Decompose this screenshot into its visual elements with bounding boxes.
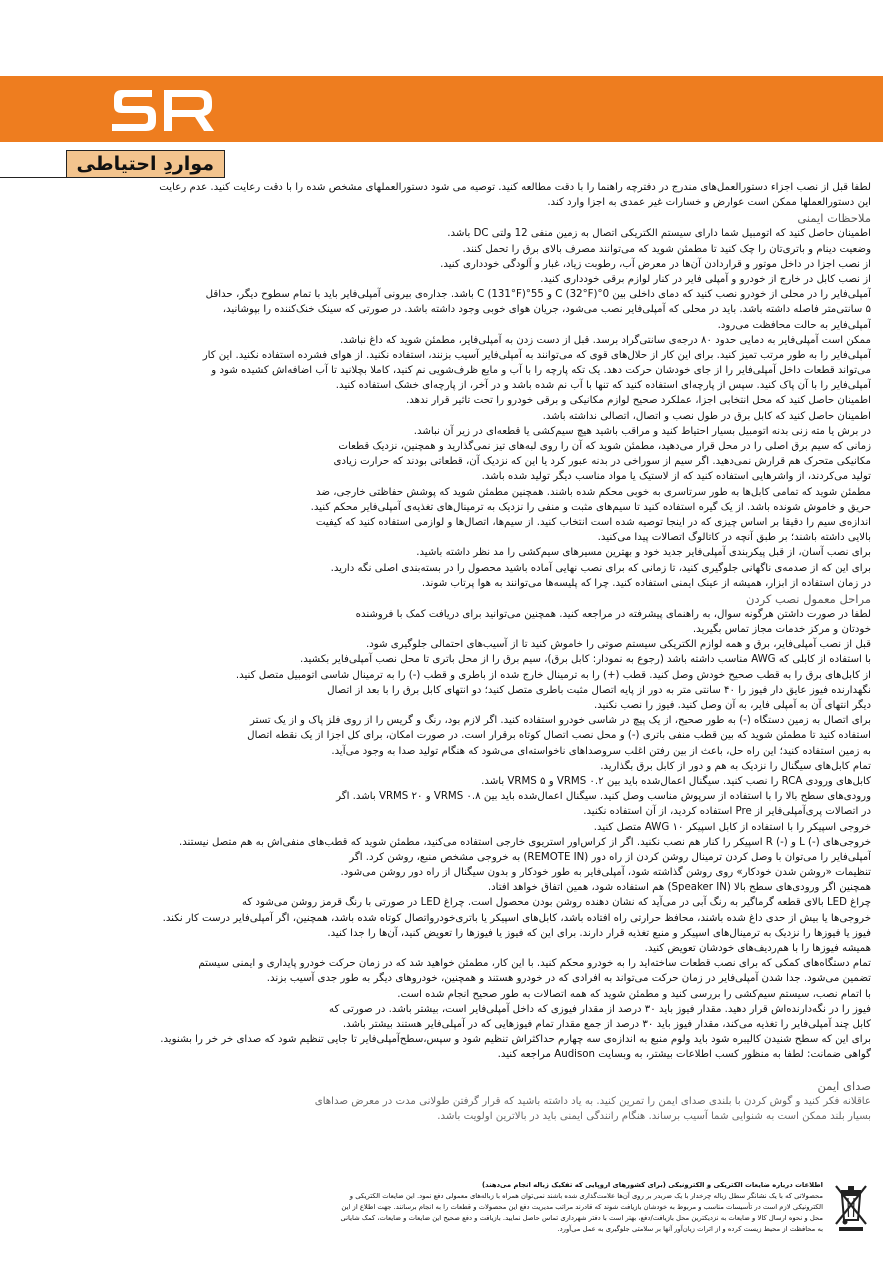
install-line: استفاده کنید تا مطمئن شوید که بین قطب منفی باتری (-) و محل نصب اتصال کوتاه برقرار است. در صورت امکان، برای کل اجزا از یک نقطه اتصال — [247, 730, 871, 742]
install-line — [12, 1063, 871, 1078]
weee-line: الکترونیکی لازم است در تأسیسات مناسب و مربوط به خودشان بازیافت شوند که قادرند مراتب مدیریت دفع این محصولات و قطعات را به انجام برسانند. جهت اطلاع از این — [341, 1203, 823, 1211]
weee-line: به محافظت از محیط زیست کرده و از اثرات زیان‌آور آنها بر سلامتی جلوگیری به عمل می‌آورد. — [557, 1225, 823, 1233]
safety-line: آمپلی‌فایر را به طور مرتب تمیز کنید. برای این کار از حلال‌های قوی که می‌توانند به آمپلی‌فایر آسیب بزنند، استفاده نکنید. از هوای فشرده استفاده نکنید. این کار — [202, 349, 871, 361]
intro-line: لطفا قبل از نصب اجزاء دستورالعمل‌های مندرج در دفترچه راهنما را با دقت مطالعه کنید. توصیه می شود دستورالعملهای مشخص شده را با دقت رعایت کنید. عدم رعایت — [159, 182, 871, 193]
safety-line: اندازه‌ی سیم را دقیقا بر اساس چیزی که در اینجا توصیه شده است انتخاب کنید. از سیم‌ها، اتصال‌ها و لوازمی استفاده کنید که کیفیت — [315, 516, 871, 528]
page-title-text: مواردِ احتیاطی — [76, 153, 214, 175]
install-heading: مراحل معمول نصب کردن — [746, 591, 871, 606]
install-line: برای اتصال به زمین دستگاه (-) به طور صحیح، از یک پیچ در شاسی خودرو استفاده کنید. اگر لازم بود، رنگ و گریس را از روی فلز پاک و از یک تستر — [250, 715, 871, 727]
install-line: به زمین استفاده کنید؛ این راه حل، باعث از بین رفتن اغلب سروصداهای ناخواسته‌ای می‌شود که هنگام تولید صدا به وجود می‌آید. — [331, 745, 871, 757]
safety-line: ممکن است آمپلی‌فایر به دمایی حدود ۸۰ درجه‌ی سانتی‌گراد برسد. قبل از دست زدن به آمپلی‌فایر، مطمئن شوید که داغ نباشد. — [339, 334, 871, 346]
install-line: با استفاده از کابلی که AWG مناسب داشته باشد (رجوع به نمودار: کابل برق)، سیم برق را از محل باتری تا محل نصب آمپلی‌فایر بکشید. — [299, 654, 871, 666]
safety-line: اطمینان حاصل کنید که کابل برق در طول نصب و اتصال، اتصالی نداشته باشد. — [542, 410, 871, 422]
safety-line: در زمان استفاده از ابزار، همیشه از عینک ایمنی استفاده کنید. چرا که پلیسه‌ها می‌توانند به هوا پرتاب شوند. — [421, 577, 871, 589]
install-line: چراغ LED بالای قطعه گرماگیر به رنگ آبی در می‌آید که نشان دهنده روشن بودن محصول است. چراغ LED در صورتی با رنگ قرمز روشن می‌شود که — [241, 897, 871, 909]
safety-line: اطمینان حاصل کنید که محل انتخابی اجزا، عملکرد صحیح لوازم مکانیکی و برقی خودرو را تحت تاثیر قرار ندهد. — [406, 395, 871, 407]
install-line: فیوز را در نگه‌دارنده‌اش قرار دهید. مقدار فیوز باید ۳۰ درصد از مقدار فیوزی که داخل آمپلی‌فایر است، بیشتر باشد. در صورتی که — [328, 1003, 871, 1015]
install-line: خودتان و مرکز خدمات مجاز تماس بگیرید. — [692, 624, 871, 636]
install-line: نگهدارنده فیوز عایق دار فیوز را ۴۰ سانتی متر به دور از پایه اتصال مثبت باطری متصل کنید؛ دو انتهای کابل برق را با بعد از اتصال — [327, 684, 871, 696]
safety-line: وضعیت دینام و باتری‌تان را چک کنید تا مطمئن شوید که می‌توانند مصرف بالای برق را تحمل کنند. — [462, 243, 871, 255]
install-line: خروجی‌های (-) L و (-) R اسپیکر را کنار هم نصب نکنید. اگر از کراس‌اور استریوی خارجی استفاده می‌کنید، مطمئن شوید که قطب‌های منفی‌اش به هم متصل نیستند. — [178, 836, 871, 848]
intro-line: این دستورالعملها ممکن است عوارض و خسارات غیر عمدی به اجزا وارد کند. — [547, 197, 871, 209]
weee-line: محصولاتی که با یک نشانگر سطل زباله چرخدار با یک ضربدر بر روی آن‌ها علامت‌گذاری شده باشند نمی‌توان همراه با زباله‌های معمولی دفع نمود. این ضایعات الکتریکی و — [349, 1192, 823, 1200]
sound-line: بسیار بلند ممکن است به شنوایی شما آسیب برساند. هنگام رانندگی ایمنی باید در بالاترین اولویت باشد. — [437, 1110, 871, 1122]
safety-line: تولید می‌کردند، از واشرهایی استفاده کنید که از لاستیک یا مواد مناسب دیگر تولید شده باشد. — [481, 471, 871, 483]
install-line: گواهی ضمانت: لطفا به منظور کسب اطلاعات بیشتر، به وبسایت Audison مراجعه کنید. — [497, 1049, 871, 1061]
install-line: تمام کابل‌های سیگنال را نزدیک به هم و دور از کابل برق بگذارید. — [600, 760, 871, 772]
sound-line: عاقلانه فکر کنید و گوش کردن با بلندی صدای ایمن را تمرین کنید. به یاد داشته باشید که قرار گرفتن طولانی مدت در معرض صداهای — [314, 1095, 871, 1107]
install-section — [12, 607, 871, 1078]
page-title — [66, 150, 225, 178]
install-line: از کابل‌های برق را به قطب صحیح خودش وصل کنید. قطب (+) را به ترمینال خارج شده از باطری و قطب (-) را به ترمینال شاسی اتومبیل متصل کنید. — [235, 669, 871, 681]
safety-line: از نصب اجزا در داخل موتور و قراردادن آن‌ها در معرض آب، رطوبت زیاد، غبار و آلودگی خودداری کنید. — [440, 258, 871, 270]
weee-line: محل و نحوه ارسال کالا و ضایعات به نزدیکترین محل بازیافت/دفع، بهتر است با دفتر شهرداری تماس حاصل نمایید. بازیافت و دفع صحیح این ضایعات و ضایعات، کمک شایانی — [340, 1214, 823, 1222]
brand-banner — [0, 76, 883, 142]
weee-notice — [12, 1180, 871, 1235]
install-line: همچنین اگر ورودی‌های سطح بالا (Speaker IN) هم استفاده شود، همین اتفاق خواهد افتاد. — [487, 882, 871, 894]
safety-line: مطمئن شوید که تمامی کابل‌ها به طور سرتاسری به خوبی محکم شده باشند. همچنین مطمئن شوید که پوشش حفاظتی خارجی، ضد — [316, 486, 871, 498]
install-line: تنظیمات «روشن شدن خودکار» روی روشن گذاشته شود، آمپلی‌فایر به طور خودکار و بدون سیگنال از راه دور روشن می‌شود. — [340, 867, 871, 879]
install-line: ورودی‌های سطح بالا را با استفاده از سرپوش مناسب وصل کنید. سیگنال اعمال‌شده باید بین VRMS ۰.۸ و VRMS ۲۰ باشد. اگر — [336, 791, 871, 803]
safety-line: آمپلی‌فایر به حالت محافظت می‌رود. — [717, 319, 871, 331]
intro-paragraph — [12, 180, 871, 210]
weee-text — [12, 1180, 823, 1235]
safety-line: ۵ سانتی‌متر فاصله داشته باشد. باید در محلی که آمپلی‌فایر نصب می‌شود، جریان هوای خوبی وجود داشته باشد. در صورتی که سینک خنک‌کننده را بپوشانید، — [222, 304, 871, 316]
safety-line: از نصب کابل در خارج از خودرو و آمپلی فایر در کنار لوازم برقی خودداری کنید. — [540, 273, 871, 285]
safety-line: می‌تواند قطعات داخل آمپلی‌فایر را از جای خودشان حرکت دهد. یک تکه پارچه را با آب و مایع ظرف‌شویی نم کنید، کاملا بچلانید تا آب اضافه‌اش کشیده شود و — [211, 365, 871, 377]
install-line: آمپلی‌فایر را می‌توان با وصل کردن ترمینال روشن کردن از راه دور (REMOTE IN) به خروجی مشخص منبع، روشن کرد. اگر — [349, 851, 871, 863]
safety-line: آمپلی‌فایر را با آن پاک کنید. سپس از پارچه‌ای استفاده کنید که تنها با آب نم شده باشد و در آخر، از پارچه‌ای خشک استفاده کنید. — [335, 380, 871, 392]
install-line: خروجی‌ها یا بیش از حد‌ی داغ شده باشند، محافظ حرارتی راه افتاده باشد، کابل‌های اسپیکر یا باتری‌خودرو‌اتصال کوتاه شده باشد، همچنین، اگر آمپلی‌فایر درست کار نکند. — [162, 912, 871, 924]
install-line: دیگر انتهای آن به آمپلی فایر، به آن وصل کنید. فیوز را نصب نکنید. — [593, 700, 871, 711]
safety-heading: ملاحظات ایمنی — [797, 211, 871, 226]
install-line: همیشه فیوزها را با هم‌ردیف‌های خودشان تعویض کنید. — [644, 943, 871, 954]
sound-heading: صدای ایمن — [817, 1078, 871, 1093]
safety-line: مکانیکی متحرک هم قرارش نمی‌دهید. اگر سیم از سوراخی در بدنه عبور کرد یا این که نزدیک آن، قطعاتی بودند که حرارت زیادی — [333, 456, 871, 468]
install-line: کابل‌های ورودی RCA را نصب کنید. سیگنال اعمال‌شده باید بین VRMS ۰.۲ و VRMS ۵ باشد. — [481, 775, 871, 787]
install-line: قبل از نصب آمپلی‌فایر، برق و همه لوازم الکتریکی سیستم صوتی را خاموش کنید تا از آسیب‌های احتمالی جلوگیری شود. — [365, 639, 871, 651]
install-line: لطفا در صورت داشتن هرگونه سوال، به راهنمای پیشرفته در مراجعه کنید. همچنین می‌توانید برای دریافت کمک با فروشنده — [355, 608, 871, 620]
safety-line: آمپلی‌فایر را در محلی از خودرو نصب کنید که دمای داخلی بین 0°C (32°F) و 55°C (131°F) باشد. جداره‌ی بیرونی آمپلی‌فایر باید با تمام سطوح دیگر، حداقل — [205, 289, 871, 301]
safety-line: برای نصب آسان، از قبل پیکربندی آمپلی‌فایر جدید خود و بهترین مسیرهای سیم‌کشی را مد نظر داشته باشید. — [416, 547, 871, 559]
install-line: با اتمام نصب، سیستم سیم‌کشی را بررسی کنید و مطمئن شوید که همه اتصالات به طور صحیح انجام شده است. — [397, 988, 871, 1000]
install-line: در اتصالات پری‌آمپلی‌فایر از Pre استفاده کردید، از آن استفاده نکنید. — [583, 806, 871, 818]
safety-line: حریق و خاموش شونده باشد. از یک گیره استفاده کنید تا سیم‌های مثبت و منفی را نزدیک به ترمینال‌های تغذیه‌ی آمپلی‌فایر محکم کنید. — [310, 501, 871, 513]
safety-line: برای این که از صدمه‌ی ناگهانی جلوگیری کنید، تا زمانی که برای نصب نهایی آماده باشید محصول را در بسته‌بندی اصلی نگه دارید. — [330, 562, 871, 574]
install-line: فیوز یا فیوزها را نزدیک به ترمینال‌های اسپیکر و منبع تغذیه قرار دارند. برای این که فیوز یا فیوزها را تعویض کنید، آن‌ها را جدا کنید. — [327, 927, 871, 939]
safety-line: بالایی داشته باشند؛ بر طبق آنچه در کاتالوگ اتصالات پیدا می‌کنید. — [597, 532, 871, 544]
safety-line: اطمینان حاصل کنید که اتومبیل شما دارای سیستم الکتریکی اتصال به زمین منفی 12 ولتی DC باشد. — [447, 228, 871, 240]
safety-line: زمانی که سیم برق اصلی را در محل قرار می‌دهید، مطمئن شوید که آن را روی لبه‌های تیز نمی‌گذارید و همچنین، نزدیک قطعات — [338, 441, 871, 452]
install-line: خروجی اسپیکر را با استفاده از کابل اسپیکر AWG ۱۰ متصل کنید. — [593, 821, 871, 833]
install-line: برای این که سطح شنیدن کالیبره شود باید ولوم منبع به اندازه‌ی سه چهارم حداکثر‌اش تنظیم شود و سپس،سطح‌آمپلی‌فایر تا جایی تنظیم شود که صدای خر خر را بشنوید. — [160, 1034, 871, 1046]
install-line: تمام دستگاه‌های کمکی که برای نصب قطعات ساخته‌اید را به خودرو محکم کنید. با این کار، مطمئن خواهید شد که در زمان حرکت خودرو پایداری و ایمنی سیستم — [198, 958, 871, 970]
title-underline — [0, 177, 67, 178]
document-body — [12, 180, 871, 1124]
weee-line: اطلاعات درباره ضایعات الکتریکی و الکترونیکی (برای کشورهای اروپایی که تفکیک زباله انجام می‌دهند) — [482, 1181, 823, 1189]
sr-logo — [108, 84, 218, 136]
crossed-bin-icon — [831, 1180, 871, 1232]
safety-line: در برش یا مته زنی بدنه اتومبیل بسیار احتیاط کنید و مراقب باشید هیچ سیم‌کشی یا قطعه‌ای در زیر آن نباشد. — [413, 425, 871, 437]
safety-section — [12, 226, 871, 591]
install-line: تضمین می‌شود. جدا شدن آمپلی‌فایر در زمان حرکت می‌تواند به افرادی که در خودرو هستند و همچنین، خودروهای دیگر به طور جدی آسیب بزند. — [266, 973, 871, 985]
sound-section — [12, 1094, 871, 1124]
install-line: کابل چند آمپلی‌فایر را تغذیه می‌کند، مقدار فیوز باید ۳۰ درصد از جمع مقدار تمام فیوزهایی که در آمپلی‌فایر هستند بیشتر باشد. — [342, 1018, 871, 1030]
